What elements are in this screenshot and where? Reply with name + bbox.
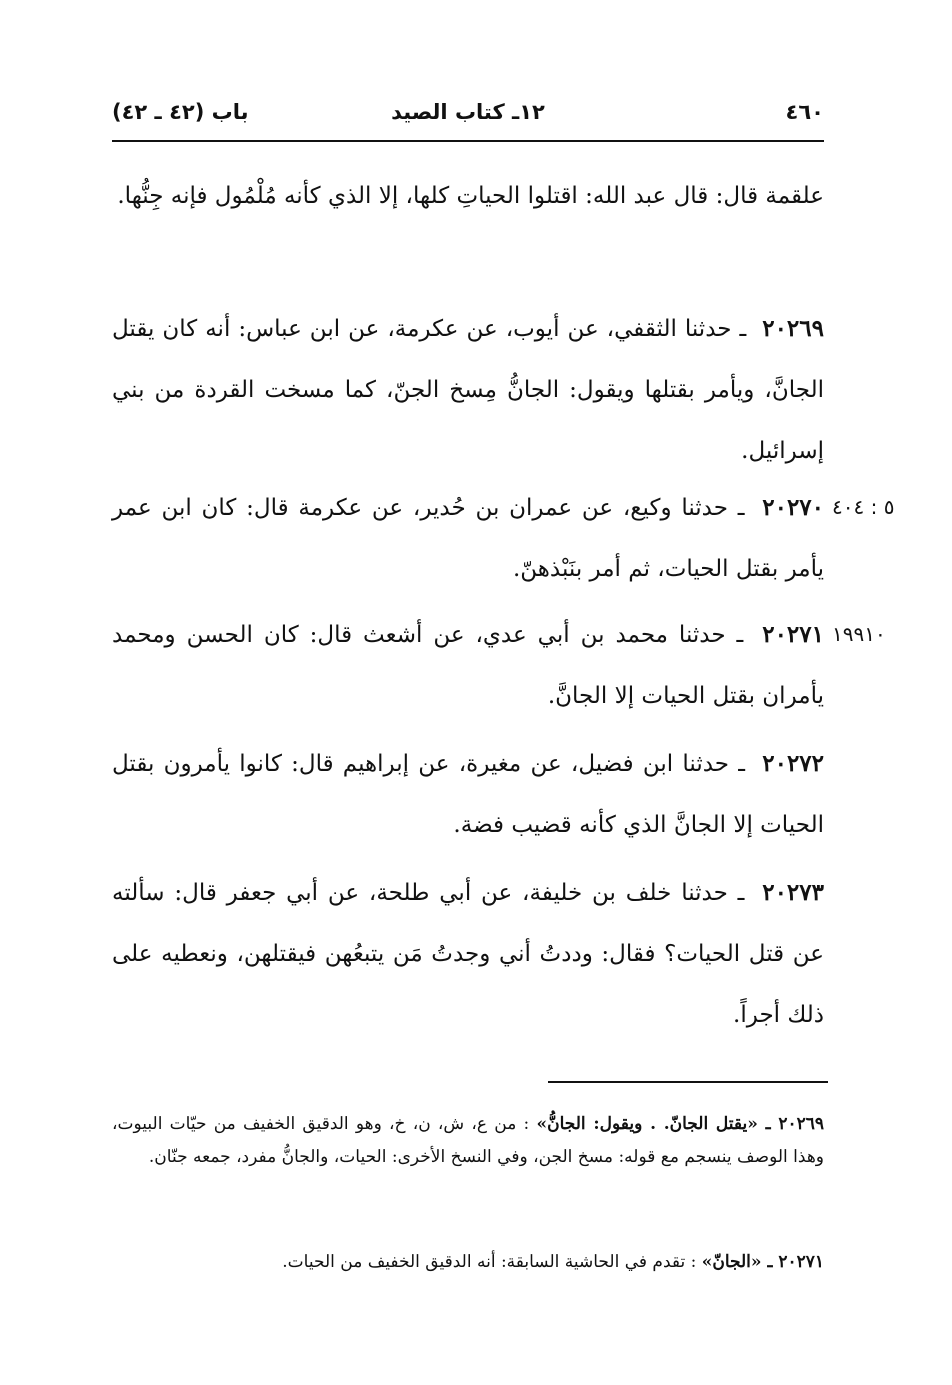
margin-reference: ٥ : ٤٠٤ (832, 495, 895, 519)
paragraph-20270 (112, 477, 824, 600)
page-number: ٤٦٠ (785, 100, 824, 124)
paragraph-text: ـ حدثنا وكيع، عن عمران بن حُدير، عن عكرمة قال: كان ابن عمر يأمر بقتل الحيات، ثم أمر بنَبْذهنّ. (112, 495, 824, 582)
hadith-number: ٢٠٢٧٢ (762, 750, 825, 777)
paragraph-continuation (112, 166, 824, 227)
footnote-text: : من ع، ش، ن، خ، وهو الدقيق الخفيف من حيّات البيوت، وهذا الوصف ينسجم مع قوله: مسخ الجن، وفي النسخ الأخرى: الحيات، والجانُّ مفرد، جمعه جنّان. (112, 1114, 824, 1167)
footnote-20271 (112, 1246, 824, 1279)
footnote-rule (548, 1081, 828, 1083)
paragraph-20273 (112, 862, 824, 1046)
hadith-number: ٢٠٢٧١ (762, 621, 824, 648)
paragraph-20269 (112, 298, 824, 482)
paragraph-text: ـ حدثنا محمد بن أبي عدي، عن أشعث قال: كان الحسن ومحمد يأمران بقتل الحيات إلا الجانَّ. (112, 622, 824, 709)
header-rule (112, 140, 824, 142)
paragraph-20272 (112, 733, 824, 856)
book-title: ١٢ـ كتاب الصيد (391, 100, 545, 124)
paragraph-text: علقمة قال: قال عبد الله: اقتلوا الحياتِ كلها، إلا الذي كأنه مُلْمُول فإنه جِنُّها. (117, 183, 824, 209)
paragraph-text: ـ حدثنا الثقفي، عن أيوب، عن عكرمة، عن ابن عباس: أنه كان يقتل الجانَّ، ويأمر بقتلها ويقول: الجانُّ مِسخ الجنّ، كما مسخت القردة من بني إسرائيل. (112, 316, 824, 464)
page-header (112, 96, 824, 136)
paragraph-20271 (112, 604, 824, 727)
footnote-20269 (112, 1108, 824, 1174)
footnote-text: : تقدم في الحاشية السابقة: أنه الدقيق الخفيف من الحيات. (282, 1252, 697, 1272)
hadith-number: ٢٠٢٦٩ (762, 315, 824, 342)
paragraph-text: ـ حدثنا خلف بن خليفة، عن أبي طلحة، عن أبي جعفر قال: سألته عن قتل الحيات؟ فقال: وددتُ أني وجدتُ مَن يتبعُهن فيقتلهن، ونعطيه على ذلك أجراً. (112, 880, 824, 1028)
paragraph-text: ـ حدثنا ابن فضيل، عن مغيرة، عن إبراهيم قال: كانوا يأمرون بقتل الحيات إلا الجانَّ الذي كأنه قضيب فضة. (112, 751, 824, 838)
hadith-number: ٢٠٢٧٣ (762, 879, 824, 906)
margin-reference: ١٩٩١٠ (832, 622, 886, 646)
chapter-label: باب (٤٢ ـ ٤٢) (112, 100, 249, 124)
hadith-number: ٢٠٢٧٠ (762, 494, 825, 521)
footnote-lead: ٢٠٢٦٩ ـ «يقتل الجانّ. . ويقول: الجانُّ» (536, 1114, 824, 1134)
footnote-lead: ٢٠٢٧١ ـ «الجانّ» (701, 1252, 824, 1272)
